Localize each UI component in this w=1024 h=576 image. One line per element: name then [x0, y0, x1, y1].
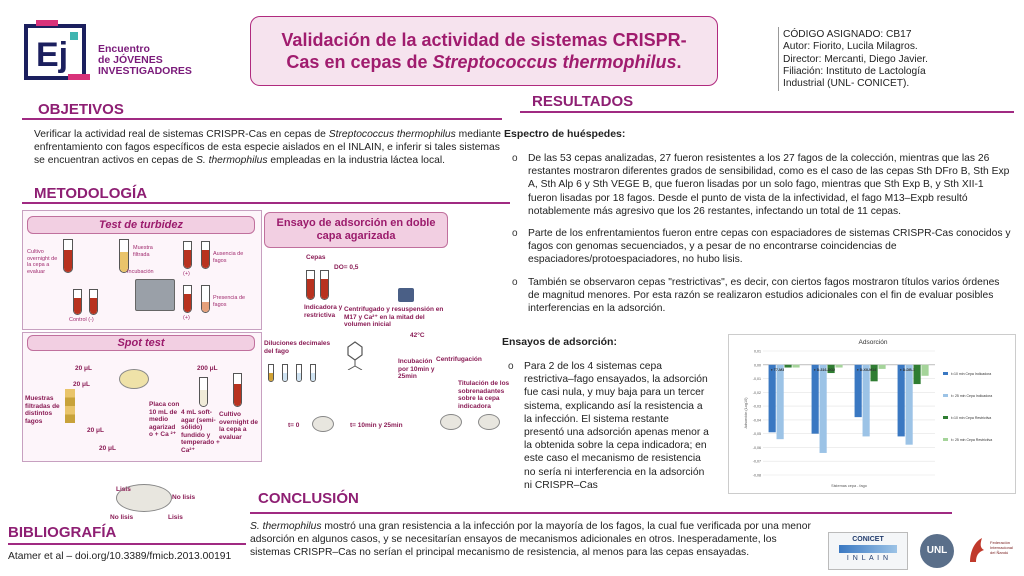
adsorcion-label-indicadora: Indicadora y restrictiva: [304, 304, 343, 319]
bird-icon: [966, 534, 988, 564]
metodologia-rule: [22, 202, 510, 204]
spot-label-20-1: 20 μL: [75, 365, 92, 372]
spot-label-20-3: 20 μL: [87, 427, 104, 434]
spot-label-cultivo: Cultivo overnight de la cepa a evaluar: [219, 411, 259, 441]
chart-svg: [729, 335, 1017, 495]
adsorcion-panel: [264, 212, 508, 462]
chart-bar: [906, 365, 913, 445]
chart-category-label: ● D-XII-M14: [856, 367, 877, 372]
chart-bar: [785, 365, 792, 368]
chart-legend-swatch: [943, 372, 948, 375]
turbidez-label-plus-1: (+): [183, 271, 190, 277]
conclusion-text: S. thermophilus mostró una gran resistencia a la infección por la mayoría de los fagos, la cual fue verificada por una menor adsorción en algunos casos, y se necesitarían ensayos de mecanismos adicionales en otros. Inesperadamente, los sistemas CRISPR–Cas no serían el principal mecanismo de resistencia, al menos para las cepas ensayadas.: [250, 521, 811, 559]
chart-legend-label: t= 25 min Cepa Indicadora: [951, 394, 993, 398]
turbidez-label-muestra: Muestra filtrada: [133, 245, 153, 258]
federation-logo: Federación Internacional del Ñandú: [966, 534, 1016, 568]
chart-bar: [898, 365, 905, 437]
adsorcion-label-titulacion: Titulación de los sobrenadantes sobre la cepa indicadora: [458, 380, 510, 410]
chart-bar: [835, 365, 842, 368]
control-tube-1: [73, 289, 82, 315]
adsorcion-chart: [728, 334, 1016, 494]
bibliografia-heading: BIBLIOGRAFÍA: [8, 524, 117, 541]
chart-bar: [855, 365, 862, 417]
conclusion-heading: CONCLUSIÓN: [258, 490, 359, 507]
result-tube-2: [201, 241, 210, 269]
chart-bar: [820, 365, 827, 453]
adsorcion-bullet: o Para 2 de los 4 sistemas cepa restrictiva–fago ensayados, la adsorción fue casi nula, y muy baja para un tercer sistema, explicando así la resistencia a la infección. El sistema restante presentó una adsorción apenas menor a la obtenida sobre la cepa indicadora; en este caso el mecanismo de resistencia no sería ni interferencia en la adsorción ni CRISPR–Cas: [508, 360, 710, 492]
metodologia-heading: METODOLOGÍA: [34, 185, 148, 202]
chart-category-label: ● D-DB-1: [899, 367, 915, 372]
chart-bar: [921, 365, 928, 376]
chart-category-label: ● T7-M3: [770, 367, 785, 372]
turbidez-label-control: Control (-): [69, 317, 94, 323]
author-info: [783, 29, 928, 90]
chart-tick-label: -0,02: [752, 390, 761, 395]
result-tube-4: [201, 285, 210, 313]
dilution-tubes: [268, 364, 338, 384]
bibliografia-rule: [8, 543, 246, 545]
phage-icon: [344, 340, 366, 370]
resultados-sub1: Espectro de huéspedes:: [504, 128, 626, 140]
chart-tick-label: -0,04: [752, 418, 761, 423]
resultados-sub2: Ensayos de adsorción:: [502, 336, 617, 348]
info-affiliation: Filiación: Instituto de Lactología: [783, 65, 926, 77]
objetivos-heading: OBJETIVOS: [38, 101, 124, 118]
spot-title: Spot test: [27, 335, 255, 351]
chart-title: Adsorción: [858, 339, 888, 346]
adsorcion-label-centrifugado: Centrifugado y resuspensión en M17 y Ca²⁺ en la mitad del volumen inicial: [344, 306, 444, 328]
info-author: Autor: Fiorito, Lucila Milagros.: [783, 41, 918, 53]
result-bullet: o De las 53 cepas analizadas, 27 fueron resistentes a los 27 fagos de la colección, mientras que las 26 restantes mostraron diferentes grados de sensibilidad, como es el caso de las cepas Sth DFro B, Sth Exp A, Sth Alp 6 y Sth VEGE B, que fueron lisadas por un solo fago, mientras que Sth Exp B, y Sth XII-1 fueron lisadas por 18 fagos. Desde el punto de vista de la infectividad, el fago M13–Expb resultó notablemente más agresivo que los 26 restantes, infectando un total de 11 cepas.: [512, 152, 1012, 218]
chart-tick-label: 0,01: [754, 349, 761, 354]
result-bullet: o También se observaron cepas "restrictivas", es decir, con ciertos fagos mostraron títulos varios órdenes de magnitud menores. Por esta razón se realizaron estudios adicionales con el fin de evaluar posibles interferencias en la adsorción.: [512, 276, 1012, 316]
adsorcion-label-incubacion: Incubación por 10min y 25min: [398, 358, 435, 380]
turbidez-title: Test de turbidez: [27, 216, 255, 234]
chart-legend-label: t=10 min Cepa Restrictiva: [951, 416, 992, 420]
chart-legend-swatch: [943, 394, 948, 397]
phage-samples-icon: [65, 389, 75, 423]
chart-bar: [769, 365, 776, 433]
turbidez-panel: [22, 210, 262, 330]
softagar-tube: [199, 377, 208, 407]
info-code: CÓDIGO ASIGNADO: CB17: [783, 29, 912, 40]
chart-bar: [792, 365, 799, 368]
chart-xlabel: Sistemas cepa - fago: [831, 484, 867, 488]
adsorcion-label-do: DO= 0,5: [334, 264, 359, 271]
objetivos-rule: [22, 118, 502, 120]
plate-t0: [312, 416, 334, 432]
turbidez-label-cultivo: Cultivo overnight de la cepa a evaluar: [27, 249, 58, 275]
spot-label-muestras: Muestras filtradas de distintos fagos: [25, 395, 60, 425]
chart-tick-label: -0,06: [752, 445, 761, 450]
result-tube-3: [183, 285, 192, 313]
spot-label-nolisis-1: No lisis: [172, 494, 196, 501]
chart-bar: [863, 365, 870, 437]
poster-title: Validación de la actividad de sistemas CRISPR- Cas en cepas de Streptococcus thermophilus.: [250, 16, 718, 86]
control-tube-2: [89, 289, 98, 315]
adsorcion-label-t0: t= 0: [288, 422, 300, 429]
chart-legend-label: t= 25 min Cepa Restrictiva: [951, 438, 993, 442]
turbidez-label-plus-2: (+): [183, 315, 190, 321]
spot-label-lisis-1: Lisis: [116, 486, 131, 493]
turbidez-label-incubacion: Incubación: [127, 269, 154, 275]
spot-label-20-2: 20 μL: [73, 381, 90, 388]
svg-text:Ej: Ej: [36, 36, 69, 74]
spot-label-20-4: 20 μL: [99, 445, 116, 452]
resultados-heading: RESULTADOS: [532, 93, 634, 110]
chart-tick-label: -0,05: [752, 432, 761, 437]
adsorcion-label-centrifugacion: Centrifugación: [436, 356, 482, 363]
chart-bar: [812, 365, 819, 434]
conclusion-rule: [250, 512, 952, 514]
spot-panel: [22, 332, 262, 462]
chart-tick-label: -0,03: [752, 404, 761, 409]
plate-t25: [478, 414, 500, 430]
culture-tube: [63, 239, 73, 273]
turbidez-label-presencia: Presencia de fagos: [213, 295, 246, 308]
info-director: Director: Mercanti, Diego Javier.: [783, 53, 928, 65]
adsorcion-label-42c: 42°C: [410, 332, 425, 339]
chart-tick-label: -0,07: [752, 459, 761, 464]
adsorcion-label-t10: t= 10min y 25min: [350, 422, 403, 429]
agar-plate: [119, 369, 149, 389]
resultados-rule: [520, 111, 1014, 113]
bibliografia-text: Atamer et al – doi.org/10.3389/fmicb.2013.00191: [8, 551, 232, 562]
chart-legend-swatch: [943, 438, 948, 441]
filtered-tube: [119, 239, 129, 273]
info-divider: [778, 27, 779, 91]
chart-tick-label: -0,01: [752, 377, 761, 382]
chart-tick-label: 0,00: [754, 363, 761, 368]
culture-tube-2: [233, 373, 242, 407]
event-logo: [22, 18, 232, 86]
result-tube-1: [183, 241, 192, 269]
strain-tube-1: [306, 270, 315, 300]
objetivos-text: Verificar la actividad real de sistemas CRISPR-Cas en cepas de Streptococcus thermophilus mediante enfrentamiento con fagos específicos de esta especie aislados en el INLAIN, e inferir si tales sistemas se encuentran activos en cepas de S. thermophilus empleadas en la industria láctea local.: [34, 129, 502, 167]
spot-label-200: 200 μL: [197, 365, 218, 372]
result-bullet: o Parte de los enfrentamientos fueron entre cepas con espaciadores de sistemas CRISPR-Cas conocidos y fagos con genomas secuenciados, y a pesar de no encontrarse coincidencias de espaciadores/protoespaciadores, no hubo lisis.: [512, 227, 1012, 267]
adsorcion-title: Ensayo de adsorción en doble capa agarizada: [264, 212, 448, 248]
spot-label-lisis-2: Lisis: [168, 514, 183, 521]
strain-tube-2: [320, 270, 329, 300]
incubator-icon: [135, 279, 175, 311]
chart-bar: [878, 365, 885, 369]
turbidez-label-ausencia: Ausencia de fagos: [213, 251, 244, 264]
ej-logo-icon: [22, 18, 92, 86]
logo-text: Encuentro de JÓVENES INVESTIGADORES: [98, 43, 192, 77]
centrifuge-icon: [398, 288, 414, 302]
resultados-bullets: [512, 152, 1012, 324]
chart-bar: [777, 365, 784, 439]
chart-tick-label: -0,08: [752, 473, 761, 478]
chart-legend-swatch: [943, 416, 948, 419]
conicet-logo: CONICET I N L A I N: [828, 532, 908, 570]
adsorcion-label-diluciones: Diluciones decimales del fago: [264, 340, 331, 355]
info-affiliation-2: Industrial (UNL- CONICET).: [783, 78, 910, 90]
chart-category-label: ● D-316-DG2: [813, 367, 836, 372]
spot-label-nolisis-2: No lisis: [110, 514, 134, 521]
spot-label-softagar: 4 mL soft-agar (semi-sólido) fundido y temperado + Ca²⁺: [181, 409, 220, 454]
chart-legend-label: t=10 min Cepa Indicadora: [951, 372, 992, 376]
chart-ylabel: Adsorción (Log10): [744, 397, 748, 429]
adsorcion-label-cepas: Cepas: [306, 254, 326, 261]
unl-logo: UNL: [920, 534, 954, 568]
adsorcion-bullets: [508, 360, 710, 501]
spot-label-placa: Placa con 10 mL de medio agarizad o + Ca ²⁺: [149, 401, 180, 438]
plate-t10: [440, 414, 462, 430]
